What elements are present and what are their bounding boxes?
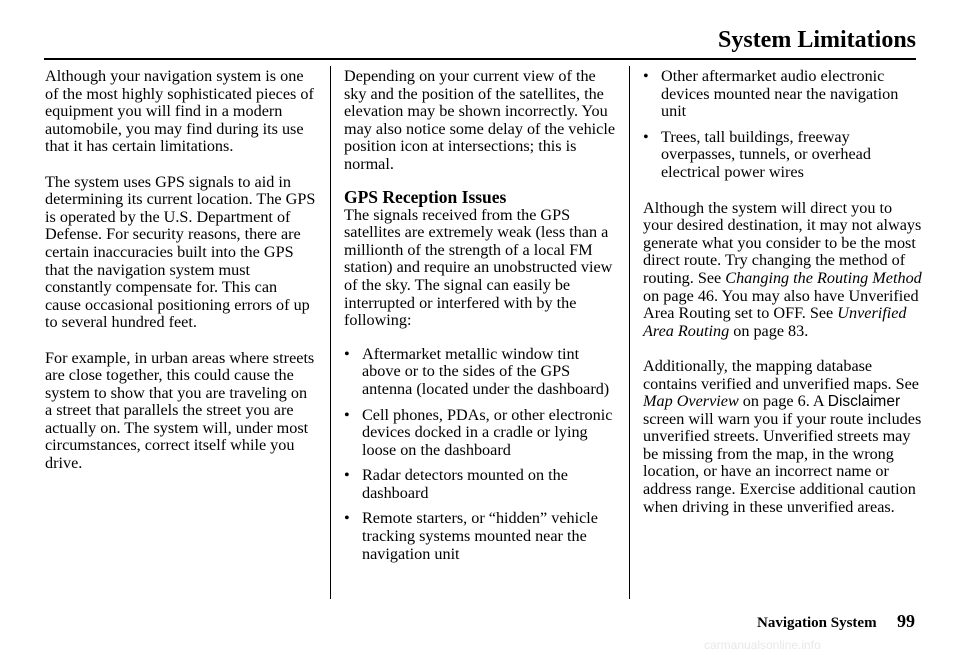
list-item (643, 129, 923, 182)
bullet-glyph: • (344, 405, 350, 424)
paragraph: The signals received from the GPS satellites are extremely weak (less than a millionth of the strength of a local FM station) and require an unobstructed view of the sky. The signal can easily be interrupted or interfered with by the following: (344, 205, 613, 330)
list-item-text: Remote starters, or “hidden” vehicle tracking systems mounted near the navigation unit (362, 509, 598, 563)
cross-reference: Unverified Area Routing (643, 304, 907, 340)
footer-section-label: Navigation System (757, 615, 877, 631)
screen-name: Disclaimer (827, 393, 901, 411)
paragraph: For example, in urban areas where streets are close together, this could cause the system to show that you are traveling on a street that parallels the street you are actually on. The system will, under most circumstances, correct itself while you drive. (45, 348, 315, 473)
text: Although the system will direct you to your desired destination, it may not always generate what you consider to be the most direct route. Try changing the method of routing. See (643, 198, 922, 287)
text: screen will warn you if your route includes unverified streets. Unverified streets may be missing from the map, in the wrong location, or have an incorrect name or address range. Exercise additional caution when driving in these unverified areas. (643, 409, 922, 516)
list-item-text: Radar detectors mounted on the dashboard (362, 466, 568, 502)
cross-reference: Changing the Routing Method (725, 268, 922, 287)
list-item (643, 68, 923, 121)
text: on page 83. (729, 321, 809, 340)
text: on page 46. You may also have Unverified Area Routing set to OFF. See (643, 286, 919, 323)
list-item-text: Cell phones, PDAs, or other electronic devices docked in a cradle or lying loose on the dashboard (362, 405, 613, 459)
routing-paragraph (643, 200, 923, 341)
cross-reference: Map Overview (643, 392, 739, 411)
watermark: carmanualsonline.info (704, 638, 821, 652)
paragraph: The system uses GPS signals to aid in determining its current location. The GPS is operated by the U.S. Department of Defense. For security reasons, there are certain inaccuracies built into the GPS that the navigation system must constantly compensate for. This can cause occasional positioning errors of up to several hundred feet. (45, 172, 316, 332)
column-left (45, 68, 317, 490)
list-item (344, 407, 619, 460)
list-item-text: Other aftermarket audio electronic devices mounted near the navigation unit (661, 67, 899, 121)
list-item (344, 510, 619, 563)
bullet-glyph: • (344, 466, 350, 485)
section-heading: GPS Reception Issues (344, 186, 507, 207)
list-item (344, 467, 619, 502)
list-item-text: Trees, tall buildings, freeway overpasses, tunnels, or overhead electrical power wires (661, 127, 871, 181)
bullet-list (344, 346, 619, 564)
bullet-glyph: • (643, 127, 649, 146)
bullet-glyph: • (643, 67, 649, 85)
page-title: System Limitations (718, 27, 916, 53)
column-divider (330, 66, 331, 599)
title-rule (44, 58, 916, 60)
text: Additionally, the mapping database contains verified and unverified maps. See (643, 356, 919, 393)
bullet-list (643, 68, 923, 182)
column-middle (344, 68, 619, 571)
list-item (344, 346, 619, 399)
column-divider (629, 66, 630, 599)
page-number: 99 (897, 611, 915, 631)
paragraph: Although your navigation system is one of the most highly sophisticated pieces of equipment you will find in a modern automobile, you may find during its use that it has certain limitations. (45, 67, 314, 156)
mapping-paragraph (643, 358, 923, 516)
bullet-glyph: • (344, 509, 350, 528)
paragraph: Depending on your current view of the sky and the position of the satellites, the elevation may be shown incorrectly. You may also notice some delay of the vehicle position icon at intersections; this is normal. (344, 67, 616, 173)
column-right (643, 68, 923, 534)
list-item-text: Aftermarket metallic window tint above or to the sides of the GPS antenna (located under the dashboard) (362, 344, 610, 398)
bullet-glyph: • (344, 344, 350, 363)
text: on page 6. A (738, 392, 828, 411)
